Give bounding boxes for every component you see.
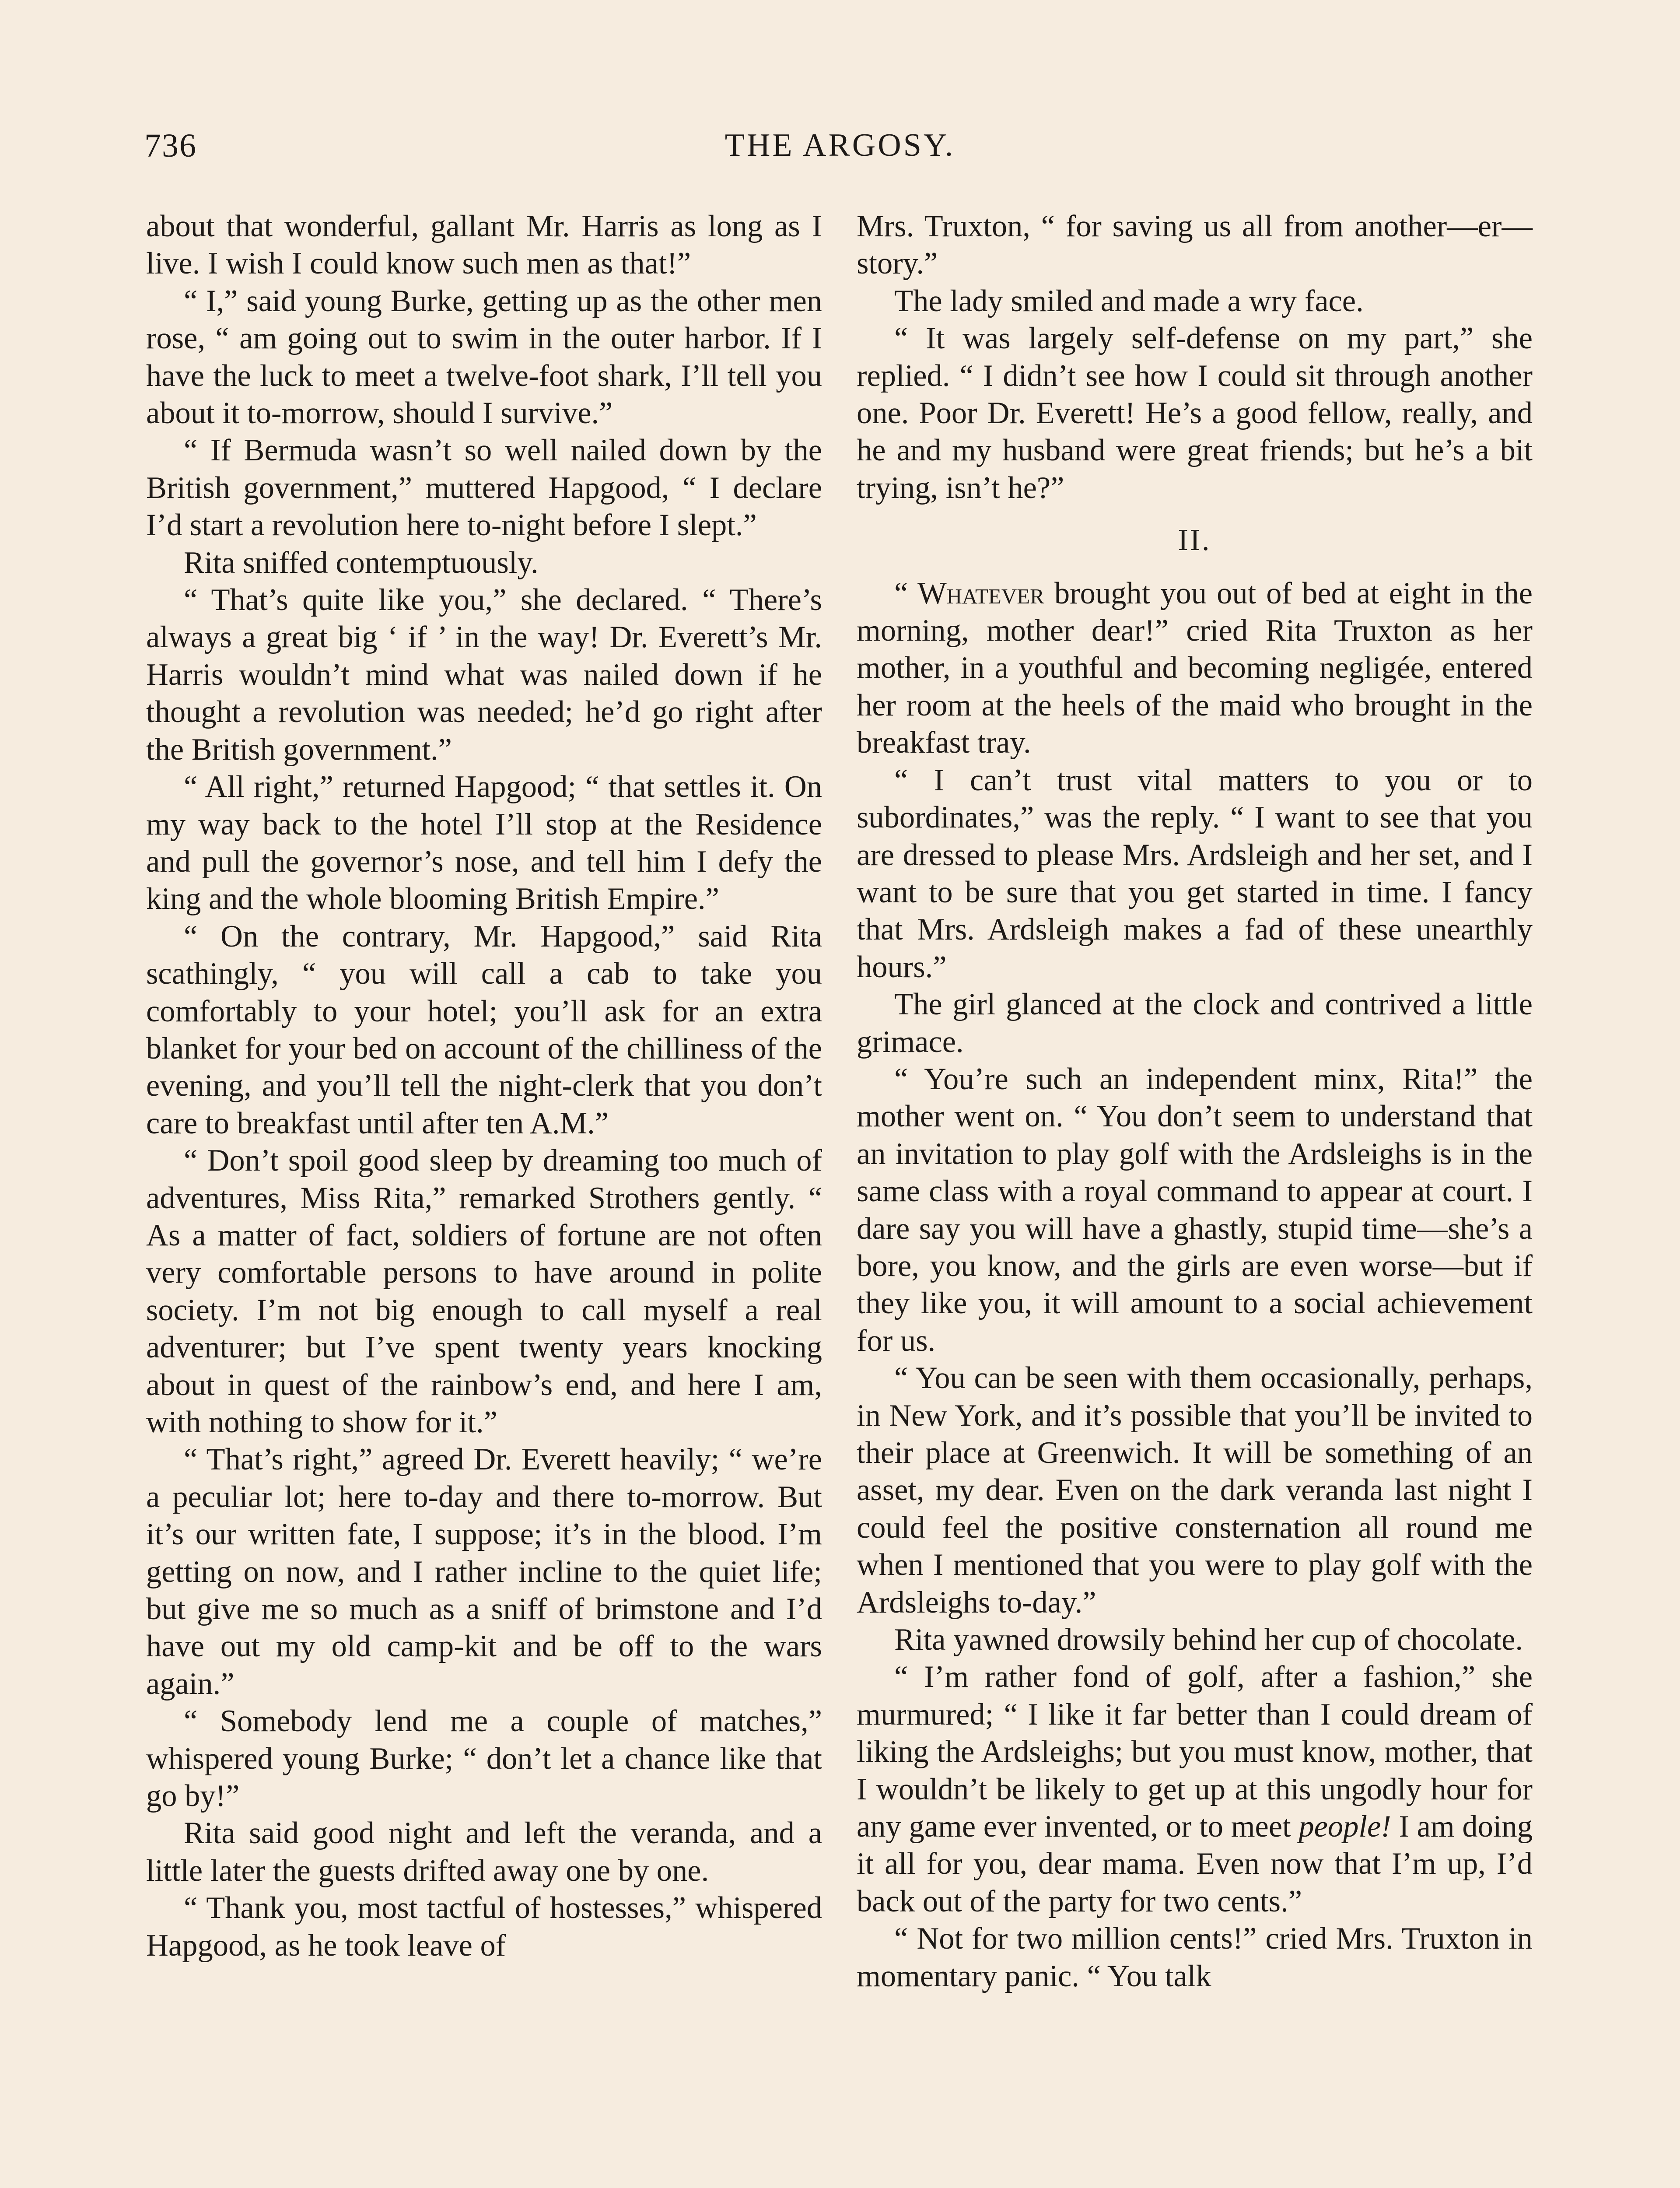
- paragraph: Mrs. Truxton, “ for saving us all from another—er—story.”: [857, 209, 1533, 281]
- paragraph: “ I can’t trust vital matters to you or to subordinates,” was the reply. “ I want to see that you are dressed to please Mrs. Ardsleigh and her set, and I want to be sure that you get started in time. I fancy that Mrs. Ardsleigh makes a fad of these unearthly hours.”: [857, 763, 1533, 984]
- paragraph: about that wonderful, gallant Mr. Harris as long as I live. I wish I could know such men as that!”: [146, 209, 822, 281]
- paragraph: Rita said good night and left the veranda, and a little later the guests drifted away one by one.: [146, 1816, 822, 1888]
- paragraph: “ Thank you, most tactful of hostesses,” whispered Hapgood, as he took leave of: [146, 1891, 822, 1963]
- right-column: [857, 208, 1533, 1995]
- paragraph: “ You can be seen with them occasionally, perhaps, in New York, and it’s possible that you’ll be invited to their place at Greenwich. It will be something of an asset, my dear. Even on the dark veranda last night I could feel the positive consternation all round me when I mentioned that you were to play golf with the Ardsleighs to-day.”: [857, 1361, 1533, 1620]
- running-title: THE ARGOSY.: [724, 127, 956, 163]
- paragraph: “ I,” said young Burke, getting up as the other men rose, “ am going out to swim in the outer harbor. If I have the luck to meet a twelve-foot shark, I’ll tell you about it to-morrow, should I survive.”: [146, 284, 822, 431]
- section-heading: II.: [1178, 523, 1211, 558]
- paragraph: “ It was largely self-defense on my part,” she replied. “ I didn’t see how I could sit through another one. Poor Dr. Everett! He’s a good fellow, really, and he and my husband were great friends; but he’s a bit trying, isn’t he?”: [857, 321, 1533, 505]
- lead-in: “ Whatever: [894, 576, 1044, 610]
- paragraph: [857, 575, 1533, 762]
- paragraph: Rita yawned drowsily behind her cup of chocolate.: [894, 1623, 1523, 1657]
- left-column: [146, 208, 822, 1964]
- page-number: 736: [144, 127, 197, 164]
- paragraph: “ If Bermuda wasn’t so well nailed down by the British government,” muttered Hapgood, “ I declare I’d start a revolution here to-night before I slept.”: [146, 433, 822, 543]
- page-header: [144, 127, 1536, 184]
- paragraph-text: I am doing it all for you, dear mama. Even now that I’m up, I’d back out of the party for two cents.”: [857, 1809, 1533, 1918]
- paragraph-text: brought you out of bed at eight in the morning, mother dear!” cried Rita Truxton as her mother, in a youthful and becoming negligée, entered her room at the heels of the maid who brought in the breakfast tray.: [857, 576, 1533, 760]
- paragraph-text: “ I’m rather fond of golf, after a fashion,” she murmured; “ I like it far better than I could dream of liking the Ardsleighs; but you must know, mother, that I wouldn’t be likely to get up at this ungodly hour for any game ever invented, or to meet: [857, 1660, 1533, 1844]
- emphasis: people!: [1298, 1809, 1391, 1844]
- paragraph: “ That’s right,” agreed Dr. Everett heavily; “ we’re a peculiar lot; here to-day and there to-morrow. But it’s our written fate, I suppose; it’s in the blood. I’m getting on now, and I rather incline to the quiet life; but give me so much as a sniff of brimstone and I’d have out my old camp-kit and be off to the wars again.”: [146, 1442, 822, 1701]
- paragraph: “ On the contrary, Mr. Hapgood,” said Rita scathingly, “ you will call a cab to take you comfortably to your hotel; you’ll ask for an extra blanket for your bed on account of the chilliness of the evening, and you’ll tell the night-clerk that you don’t care to breakfast until after ten A.M.”: [146, 919, 822, 1140]
- paragraph: Rita sniffed contemptuously.: [184, 545, 539, 580]
- paragraph: “ That’s quite like you,” she declared. “ There’s always a great big ‘ if ’ in the way! Dr. Everett’s Mr. Harris wouldn’t mind what was nailed down if he thought a revolution was needed; he’d go right after the British government.”: [146, 583, 822, 767]
- paragraph: [857, 1659, 1533, 1920]
- paragraph: The lady smiled and made a wry face.: [894, 284, 1364, 318]
- paragraph: “ You’re such an independent minx, Rita!” the mother went on. “ You don’t seem to understand that an invitation to play golf with the Ardsleighs is in the same class with a royal command to appear at court. I dare say you will have a ghastly, stupid time—she’s a bore, you know, and the girls are even worse—but if they like you, it will amount to a social achievement for us.: [857, 1062, 1533, 1358]
- paragraph: “ All right,” returned Hapgood; “ that settles it. On my way back to the hotel I’ll stop at the Residence and pull the governor’s nose, and tell him I defy the king and the whole blooming British Empire.”: [146, 770, 822, 916]
- paragraph: “ Not for two million cents!” cried Mrs. Truxton in momentary panic. “ You talk: [857, 1922, 1533, 1993]
- paragraph: “ Somebody lend me a couple of matches,” whispered young Burke; “ don’t let a chance like that go by!”: [146, 1704, 822, 1813]
- paragraph: “ Don’t spoil good sleep by dreaming too much of adventures, Miss Rita,” remarked Strothers gently. “ As a matter of fact, soldiers of fortune are not often very comfortable persons to have around in polite society. I’m not big enough to call myself a real adventurer; but I’ve spent twenty years knocking about in quest of the rainbow’s end, and here I am, with nothing to show for it.”: [146, 1143, 822, 1439]
- paragraph: The girl glanced at the clock and contrived a little grimace.: [857, 987, 1533, 1059]
